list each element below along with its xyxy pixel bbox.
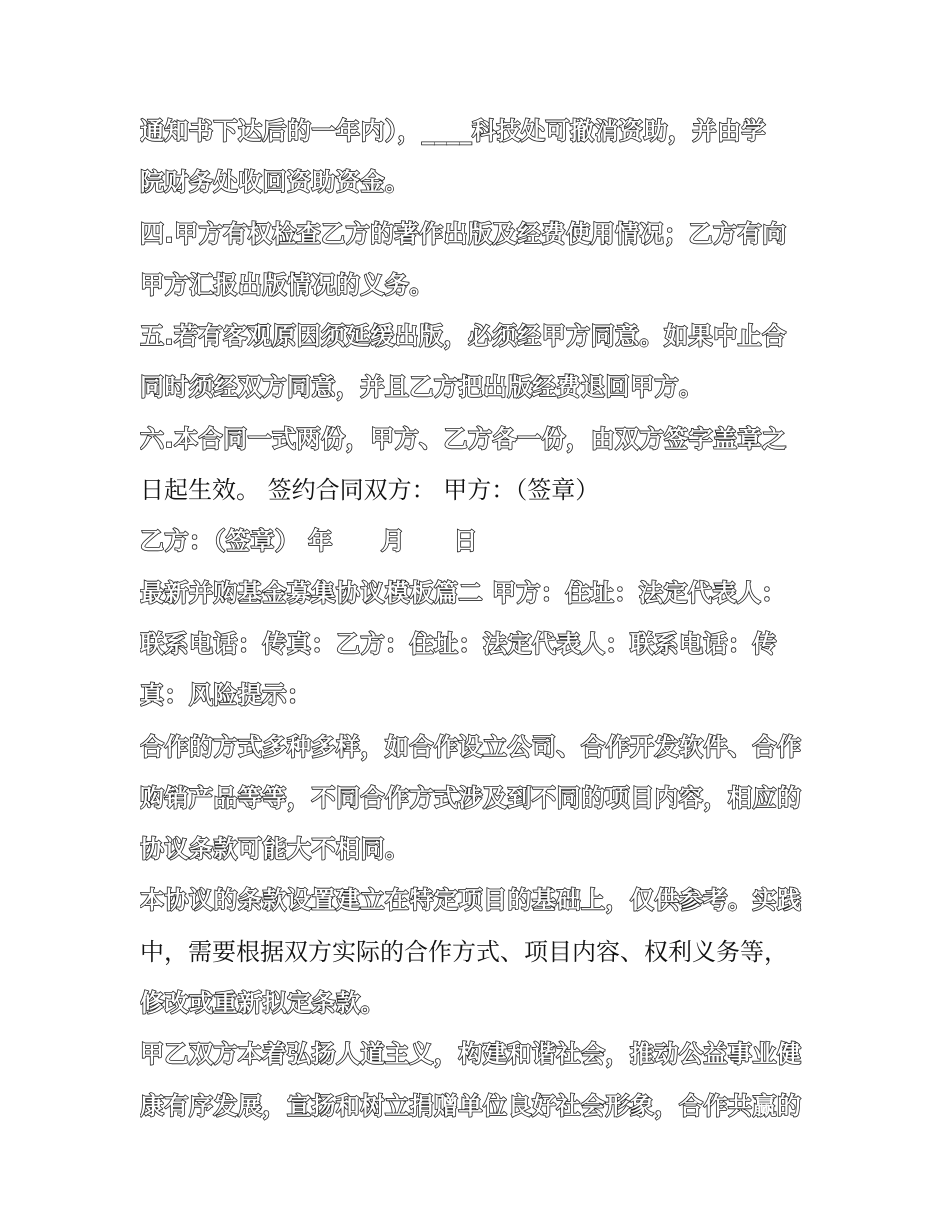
text-line: 康有序发展，宣扬和树立捐赠单位良好社会形象，合作共赢的 [140,1091,802,1120]
text-line: 四.甲方有权检查乙方的著作出版及经费使用情况；乙方有向 [140,219,787,248]
text-line: 协议条款可能大不相同。 [140,835,410,864]
text-line: 联系电话：传真：乙方：住址：法定代表人：联系电话：传 [140,629,777,658]
signature-party-b: 乙方：（签章） 年 [140,527,333,556]
text-line: 真：风险提示： [140,681,312,710]
signature-day: 日 [453,527,478,556]
text-line: 修改或重新拟定条款。 [140,989,385,1018]
text-line: 通知书下达后的一年内），____科技处可撤消资助，并由学 [140,117,766,145]
text-line: 最新并购基金募集协议模板篇二 甲方：住址：法定代表人： [140,578,786,607]
text-line: 五.若有客观原因须延缓出版，必须经甲方同意。如果中止合 [140,322,787,351]
text-line: 六.本合同一式两份，甲方、乙方各一份，由双方签字盖章之 [140,424,787,453]
text-line: 院财务处收回资助资金。 [140,168,410,197]
text-line: 甲方汇报出版情况的义务。 [140,270,434,299]
signature-month: 月 [380,527,406,556]
document-body [140,106,820,1132]
signature-line [140,516,820,567]
text-line: 日起生效。 签约合同双方： 甲方：（签章） [140,476,600,505]
text-line: 甲乙双方本着弘扬人道主义，构建和谐社会，推动公益事业健 [140,1040,802,1069]
text-line: 购销产品等等，不同合作方式涉及到不同的项目内容，相应的 [140,783,802,812]
text-line: 中，需要根据双方实际的合作方式、项目内容、权利义务等， [140,937,788,966]
text-line: 本协议的条款设置建立在特定项目的基础上，仅供参考。实践 [140,886,802,915]
text-line: 同时须经双方同意，并且乙方把出版经费退回甲方。 [140,373,704,402]
text-line: 合作的方式多种多样，如合作设立公司、合作开发软件、合作 [140,732,802,761]
